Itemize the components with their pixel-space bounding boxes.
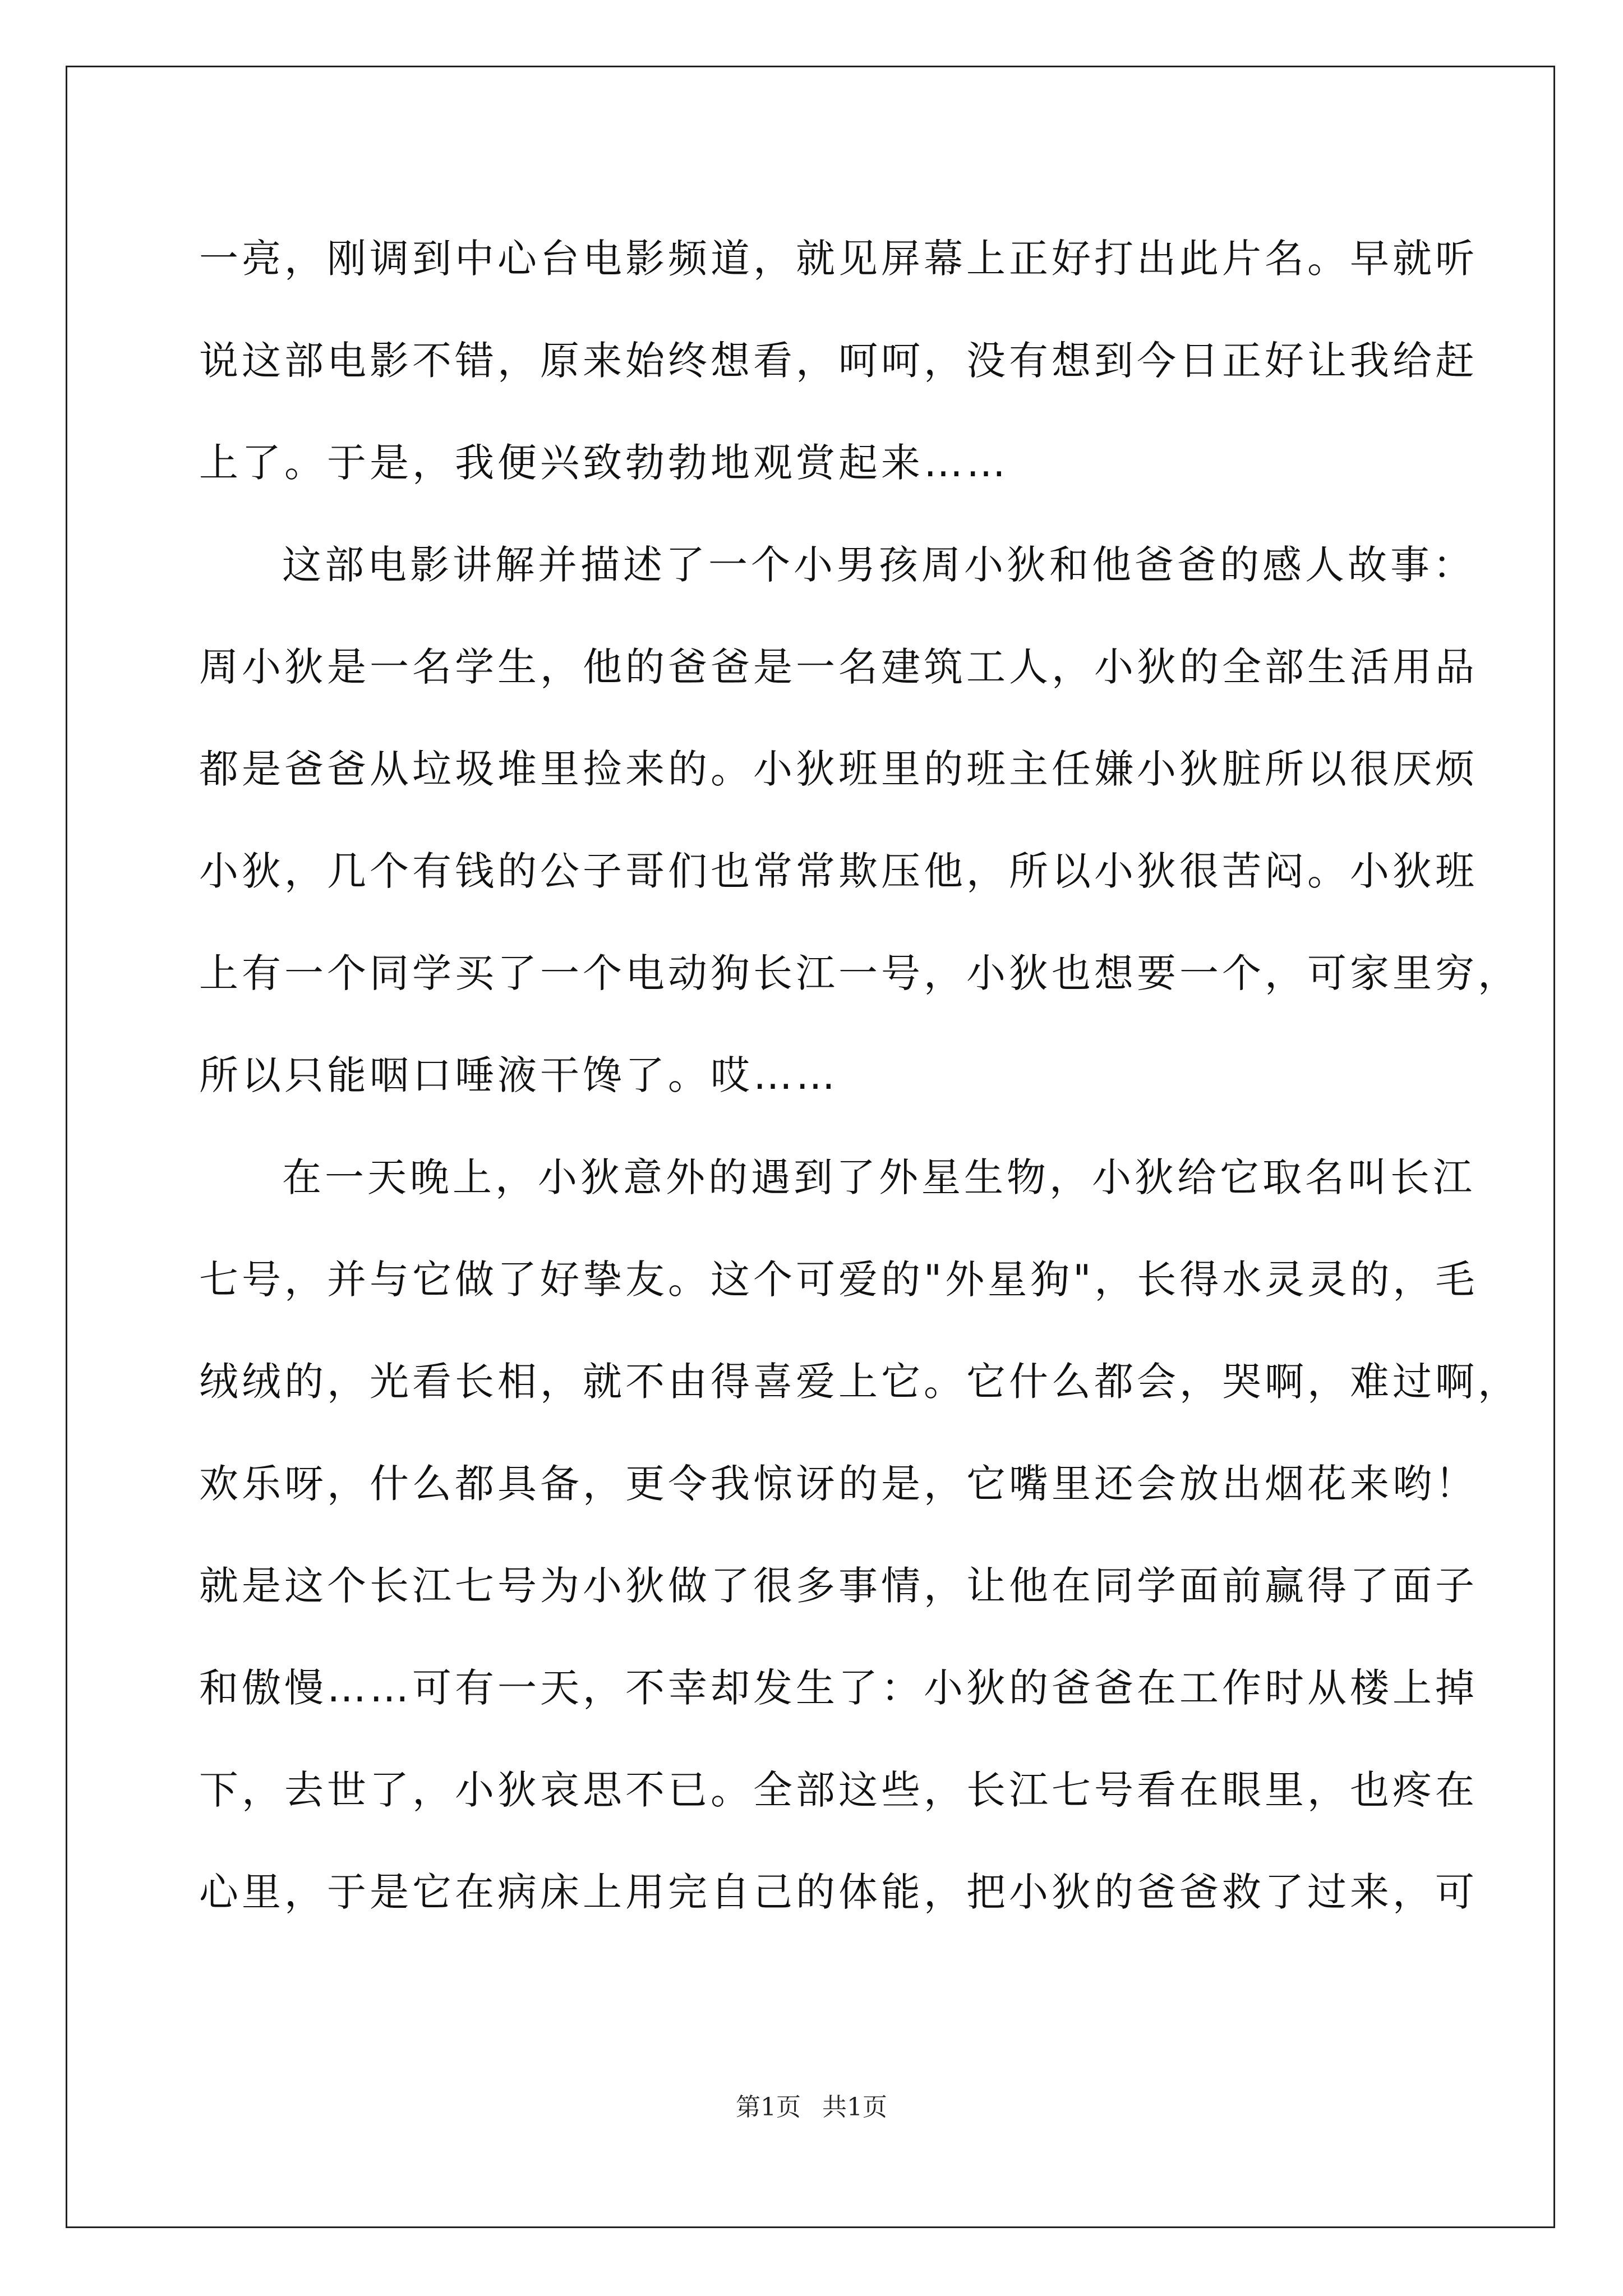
text-line: 心里，于是它在病床上用完自己的体能，把小狄的爸爸救了过来，可 <box>199 1869 1478 1915</box>
text-line: 都是爸爸从垃圾堆里捡来的。小狄班里的班主任嫌小狄脏所以很厌烦 <box>199 746 1478 792</box>
text-line: 周小狄是一名学生，他的爸爸是一名建筑工人，小狄的全部生活用品 <box>199 644 1478 690</box>
page-number: 第1页 <box>736 2093 801 2122</box>
text-line: 绒绒的，光看长相，就不由得喜爱上它。它什么都会，哭啊，难过啊， <box>199 1359 1520 1405</box>
page-count: 共1页 <box>822 2093 887 2122</box>
text-line: 上有一个同学买了一个电动狗长江一号，小狄也想要一个，可家里穷， <box>199 950 1520 996</box>
text-line: 说这部电影不错，原来始终想看，呵呵，没有想到今日正好让我给赶 <box>199 338 1478 384</box>
paragraph-start-line: 这部电影讲解并描述了一个小男孩周小狄和他爸爸的感人故事： <box>282 542 1476 588</box>
text-line: 就是这个长江七号为小狄做了很多事情，让他在同学面前赢得了面子 <box>199 1563 1478 1609</box>
document-body <box>199 208 1520 1943</box>
text-line: 下，去世了，小狄哀思不已。全部这些，长江七号看在眼里，也疼在 <box>199 1767 1478 1813</box>
page-footer <box>0 2087 1623 2123</box>
text-line: 上了。于是，我便兴致勃勃地观赏起来…… <box>199 440 1009 486</box>
text-line: 一亮，刚调到中心台电影频道，就见屏幕上正好打出此片名。早就听 <box>199 236 1478 282</box>
paragraph-start-line: 在一天晚上，小狄意外的遇到了外星生物，小狄给它取名叫长江 <box>282 1154 1476 1200</box>
text-line: 小狄，几个有钱的公子哥们也常常欺压他，所以小狄很苦闷。小狄班 <box>199 848 1478 894</box>
text-line: 和傲慢……可有一天，不幸却发生了：小狄的爸爸在工作时从楼上掉 <box>199 1665 1478 1711</box>
text-line: 七号，并与它做了好挚友。这个可爱的"外星狗"，长得水灵灵的，毛 <box>199 1257 1478 1303</box>
text-line: 欢乐呀，什么都具备，更令我惊讶的是，它嘴里还会放出烟花来哟！ <box>199 1461 1478 1507</box>
text-line: 所以只能咽口唾液干馋了。哎…… <box>199 1052 838 1098</box>
